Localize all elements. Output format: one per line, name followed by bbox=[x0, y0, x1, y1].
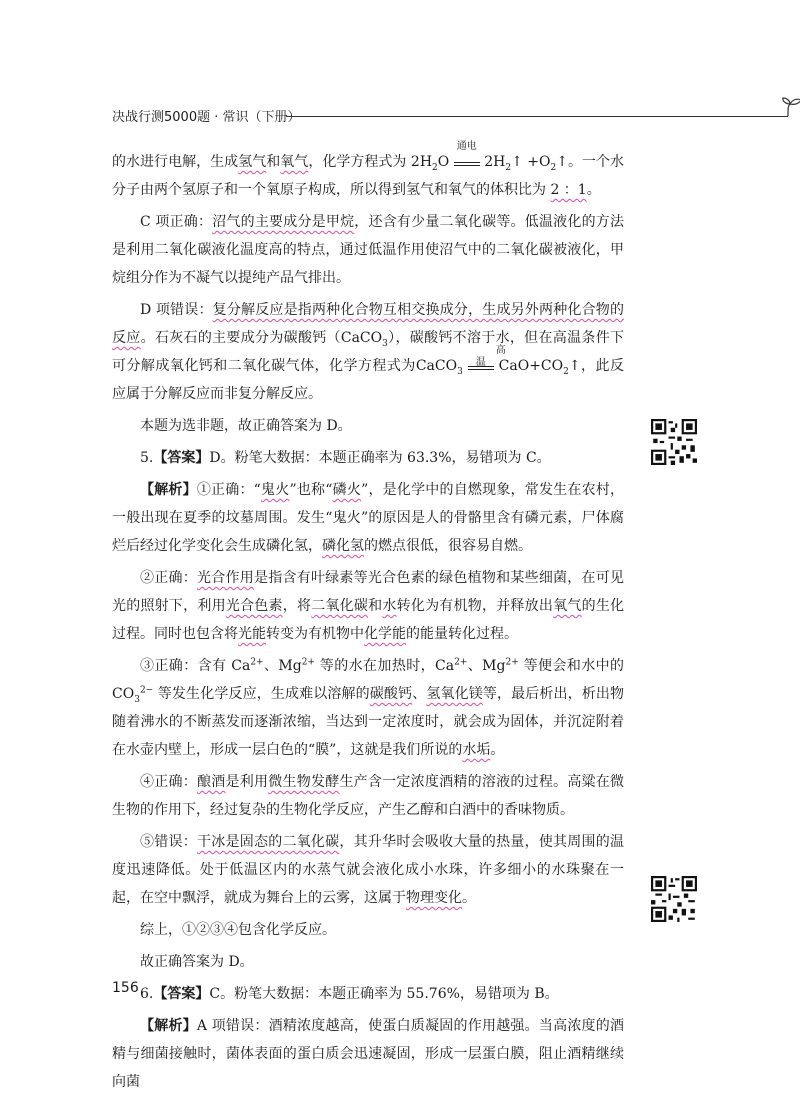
underlined-term: 鬼火 bbox=[260, 482, 290, 498]
underlined-term: 化学能 bbox=[364, 626, 406, 642]
reaction-condition: 通电 bbox=[454, 154, 480, 166]
underlined-term: 水 bbox=[382, 598, 397, 614]
underlined-term: 物理变化 bbox=[406, 890, 462, 906]
underlined-term: 氢气 bbox=[238, 154, 267, 170]
underlined-term: 二氧化碳 bbox=[311, 598, 369, 614]
analysis-5-item-1: 【解析】①正确：“鬼火”也称“磷火”，是化学中的自燃现象，常发生在农村，一般出现在夏季的坟墓周围。发生“鬼火”的原因是人的骨骼里含有磷元素，尸体腐烂后经过化学变化会生成磷化氢，磷化氢的燃点很低，很容易自燃。 bbox=[112, 482, 625, 554]
qr-code-icon[interactable] bbox=[651, 876, 697, 922]
paragraph-option-d: D 项错误：复分解反应是指两种化合物互相交换成分，生成另外两种化合物的反应。石灰石的主要成分为碳酸钙（CaCO$_3$），碳酸钙不溶于水，但在高温条件下可分解成氧化钙和二氧化碳气体，化学方程式为CaCO$_3$ 高温 $CaO+CO_2↑$，此反应属于分解反应而非复分解反应。 bbox=[112, 302, 625, 402]
analysis-tag: 【解析】 bbox=[140, 1018, 197, 1034]
underlined-term: 微生物发酵 bbox=[268, 774, 340, 790]
page-body bbox=[112, 141, 625, 1100]
analysis-5-item-2: ②正确：光合作用是指含有叶绿素等光合色素的绿色植物和某些细菌，在可见光的照射下，利用光合色素，将二氧化碳和水转化为有机物，并释放出氧气的生化过程。同时也包含将光能转变为有机物中化学能的能量转化过程。 bbox=[112, 570, 625, 642]
answer-tag: 【答案】 bbox=[153, 986, 210, 1002]
underlined-term: 氧气 bbox=[280, 154, 309, 170]
answer-tag: 【答案】 bbox=[153, 450, 210, 466]
analysis-5-item-4: ④正确：酿酒是利用微生物发酵生产含一定浓度酒精的溶液的过程。高粱在微生物的作用下，经过复杂的生物化学反应，产生乙醇和白酒中的香味物质。 bbox=[112, 774, 625, 818]
running-header bbox=[112, 104, 692, 128]
underlined-term: 碳酸钙 bbox=[369, 686, 413, 702]
underlined-term: 光合色素 bbox=[225, 598, 283, 614]
sprout-icon bbox=[780, 96, 800, 118]
answer-6: 6.【答案】C。粉笔大数据：本题正确率为 55.76%，易错项为 B。 bbox=[140, 986, 559, 1002]
underlined-term: 氧气 bbox=[553, 598, 582, 614]
header-rule bbox=[286, 116, 788, 117]
underlined-term: 磷化氢 bbox=[322, 538, 364, 554]
summary-5: 综上，①②③④包含化学反应。 bbox=[140, 922, 336, 938]
underlined-term: 复分解反应是指两种化合物互相交换成分，生成另外两种化合物的反应 bbox=[112, 302, 624, 346]
book-title: 决战行测5000题 · 常识（下册） bbox=[112, 110, 301, 125]
underlined-term: 沼气的主要成分是甲烷 bbox=[212, 214, 355, 230]
analysis-5-item-5: ⑤错误：干冰是固态的二氧化碳，其升华时会吸收大量的热量，使其周围的温度迅速降低。处于低温区内的水蒸气就会液化成小水珠，许多细小的水珠聚在一起，在空中飘浮，就成为舞台上的云雾，这属于物理变化。 bbox=[112, 834, 625, 906]
paragraph-option-c: C 项正确：沼气的主要成分是甲烷，还含有少量二氧化碳等。低温液化的方法是利用二氧化碳液化温度高的特点，通过低温作用使沼气中的二氧化碳被液化，甲烷组分作为不凝气以提纯产品气排出。 bbox=[112, 214, 625, 286]
analysis-5-item-3: ③正确：含有 $Ca^{2+}$、$Mg^{2+}$ 等的水在加热时，$Ca^{2+}$、$Mg^{2+}$ 等便会和水中的 $CO_3^{2-}$ 等发生化学反应，生成难以溶解的碳酸钙、氢氧化镁等，最后析出，析出物随着沸水的不断蒸发而逐渐浓缩，当达到一定浓度时，就会成为固体，并沉淀附着在水壶内壁上，形成一层白色的“膜”，这就是我们所说的水垢。 bbox=[112, 657, 625, 758]
qr-code-icon[interactable] bbox=[651, 419, 697, 465]
underlined-term: 2 ：1 bbox=[550, 182, 587, 198]
answer-5: 5.【答案】D。粉笔大数据：本题正确率为 63.3%，易错项为 C。 bbox=[140, 450, 551, 466]
reaction-condition: 高温 bbox=[468, 358, 494, 370]
paragraph-electrolysis: 的水进行电解，生成氢气和氧气，化学方程式为 $2H_2O$ 通电 $2H_2↑$ $+O_2↑$。一个水分子由两个氢原子和一个氧原子构成，所以得到氢气和氧气的体积比为 2 ：1。 bbox=[112, 141, 625, 198]
underlined-term: 磷火 bbox=[332, 482, 362, 498]
underlined-term: 氢氧化镁 bbox=[426, 686, 483, 702]
underlined-term: 光能 bbox=[238, 626, 266, 642]
paragraph-conclusion-4: 本题为选非题，故正确答案为 D。 bbox=[140, 418, 352, 434]
underlined-term: 干冰是固态的二氧化碳 bbox=[196, 834, 340, 850]
analysis-tag: 【解析】 bbox=[140, 482, 197, 498]
underlined-term: 光合作用 bbox=[196, 570, 254, 586]
underlined-term: 酿酒 bbox=[196, 774, 226, 790]
final-answer-5: 故正确答案为 D。 bbox=[140, 954, 254, 970]
underlined-term: 水垢 bbox=[462, 742, 491, 758]
analysis-6: 【解析】A 项错误：酒精浓度越高，使蛋白质凝固的作用越强。当高浓度的酒精与细菌接触时，菌体表面的蛋白质会迅速凝固，形成一层蛋白膜，阻止酒精继续向菌 bbox=[112, 1018, 625, 1090]
page-number: 156 bbox=[112, 980, 139, 996]
